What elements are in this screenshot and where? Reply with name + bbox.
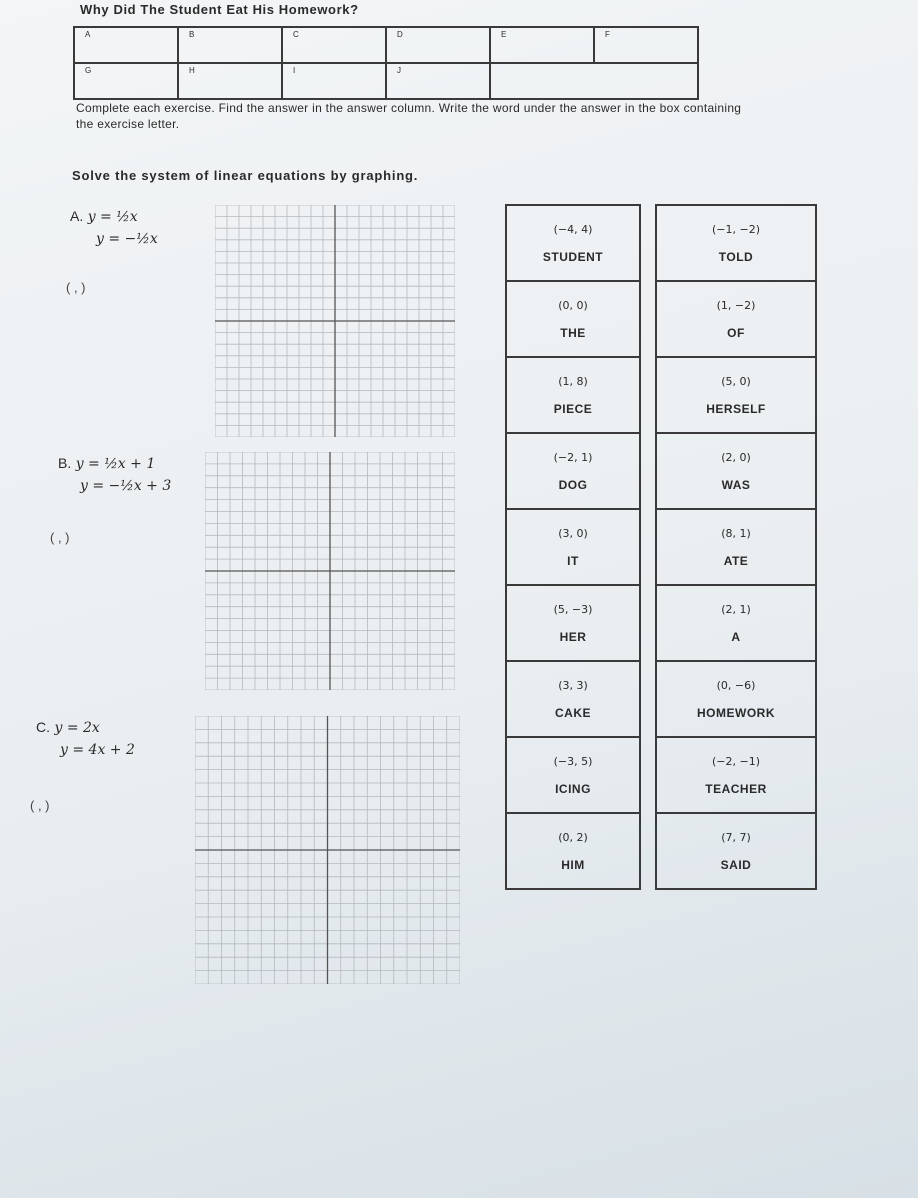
exercise-letter: C. — [36, 719, 50, 735]
answer-point: (0, 2) — [558, 830, 588, 844]
answer-option — [657, 738, 815, 814]
answer-word: HER — [559, 629, 587, 644]
exercise-c — [36, 716, 135, 761]
answer-option — [507, 662, 639, 738]
answer-column-right — [655, 204, 817, 890]
equation: y = 2x — [54, 720, 100, 736]
answer-box-blank[interactable] — [490, 63, 698, 99]
answer-point: (−4, 4) — [553, 222, 593, 236]
answer-blank-c[interactable]: ( , ) — [30, 798, 50, 813]
answer-box-d[interactable]: D — [386, 27, 490, 63]
answer-option — [507, 206, 639, 282]
answer-column-left — [505, 204, 641, 890]
answer-point: (8, 1) — [721, 526, 751, 540]
equation: y = ½x + 1 — [75, 456, 156, 472]
answer-point: (1, −2) — [716, 298, 756, 312]
answer-word: ATE — [723, 553, 749, 568]
answer-word: HOMEWORK — [697, 705, 775, 720]
exercise-letter: B. — [58, 455, 72, 471]
answer-point: (1, 8) — [558, 374, 588, 388]
answer-option — [507, 510, 639, 586]
answer-box-a[interactable]: A — [74, 27, 178, 63]
answer-blank-b[interactable]: ( , ) — [50, 530, 70, 545]
section-heading: Solve the system of linear equations by graphing. — [72, 168, 419, 183]
answer-box-g[interactable]: G — [74, 63, 178, 99]
answer-box-c[interactable]: C — [282, 27, 386, 63]
answer-option — [507, 814, 639, 890]
answer-point: (−2, 1) — [553, 450, 593, 464]
coordinate-grid-b[interactable] — [205, 452, 455, 690]
equation: y = −½x — [96, 231, 158, 247]
answer-option — [657, 662, 815, 738]
answer-box-b[interactable]: B — [178, 27, 282, 63]
instructions: Complete each exercise. Find the answer in the answer column. Write the word under the answer in the box containing the exercise letter. — [76, 101, 742, 131]
answer-word: IT — [567, 553, 579, 568]
equation: y = −½x + 3 — [80, 478, 172, 494]
worksheet-title: Why Did The Student Eat His Homework? — [80, 2, 359, 17]
answer-point: (−1, −2) — [711, 222, 760, 236]
answer-word: WAS — [721, 477, 751, 492]
answer-word: CAKE — [554, 705, 591, 720]
answer-point: (−2, −1) — [711, 754, 760, 768]
answer-option — [657, 282, 815, 358]
answer-word: STUDENT — [542, 249, 604, 264]
answer-option — [507, 282, 639, 358]
answer-point: (0, −6) — [716, 678, 756, 692]
answer-option — [657, 434, 815, 510]
answer-word: HERSELF — [706, 401, 766, 416]
answer-point: (3, 3) — [558, 678, 588, 692]
answer-word: ICING — [555, 781, 591, 796]
answer-word: OF — [727, 325, 745, 340]
equation: y = 4x + 2 — [60, 742, 135, 758]
coordinate-grid-a[interactable] — [215, 205, 455, 437]
answer-option — [507, 738, 639, 814]
answer-option — [657, 586, 815, 662]
answer-box-i[interactable]: I — [282, 63, 386, 99]
answer-point: (2, 0) — [721, 450, 751, 464]
answer-point: (0, 0) — [558, 298, 588, 312]
answer-option — [507, 358, 639, 434]
answer-box-e[interactable]: E — [490, 27, 594, 63]
answer-box-h[interactable]: H — [178, 63, 282, 99]
answer-point: (5, −3) — [553, 602, 593, 616]
answer-point: (7, 7) — [721, 830, 751, 844]
answer-word: PIECE — [553, 401, 593, 416]
answer-option — [507, 434, 639, 510]
answer-option — [507, 586, 639, 662]
answer-word: SAID — [720, 857, 752, 872]
answer-box-f[interactable]: F — [594, 27, 698, 63]
answer-box-j[interactable]: J — [386, 63, 490, 99]
equation: y = ½x — [87, 209, 138, 225]
answer-option — [657, 358, 815, 434]
coordinate-grid-c[interactable] — [195, 716, 460, 984]
answer-word: TOLD — [718, 249, 754, 264]
answer-option — [657, 510, 815, 586]
answer-blank-a[interactable]: ( , ) — [66, 280, 86, 295]
exercise-letter: A. — [70, 208, 84, 224]
exercise-b — [58, 452, 171, 497]
answer-point: (5, 0) — [721, 374, 751, 388]
answer-word: THE — [560, 325, 586, 340]
exercise-a — [70, 205, 158, 250]
answer-word: DOG — [558, 477, 588, 492]
answer-grid — [73, 26, 699, 100]
answer-point: (2, 1) — [721, 602, 751, 616]
answer-option — [657, 814, 815, 890]
answer-point: (3, 0) — [558, 526, 588, 540]
answer-word: TEACHER — [705, 781, 767, 796]
answer-word: HIM — [561, 857, 585, 872]
answer-word: A — [731, 629, 741, 644]
answer-option — [657, 206, 815, 282]
answer-point: (−3, 5) — [553, 754, 593, 768]
